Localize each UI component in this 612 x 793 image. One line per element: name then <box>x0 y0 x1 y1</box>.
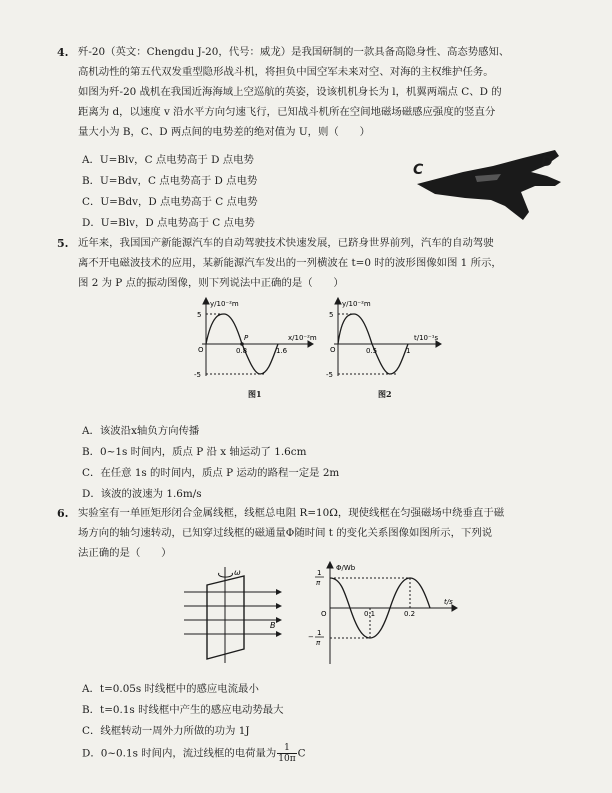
field-arrow-3 <box>276 617 282 623</box>
q6-line-1: 实验室有一单匝矩形闭合金属线框，线框总电阻 R=10Ω，现使线框在匀强磁场中绕垂直于磁 <box>78 507 505 519</box>
q6-option-a: A．t=0.05s 时线框中的感应电流最小 <box>82 683 259 695</box>
q5-line-2: 离不开电磁波技术的应用，某新能源汽车发出的一列横波在 t=0 时的波形图像如图 1 所示， <box>78 257 502 269</box>
flux-tick-neg-num: 1 <box>317 629 322 637</box>
field-arrow-4 <box>276 631 282 637</box>
q4-option-a: A．U=Blv，C 点电势高于 D 点电势 <box>82 154 254 166</box>
flux-tick-den: π <box>316 579 321 587</box>
field-b-label: B <box>270 621 276 630</box>
q6-number: 6. <box>57 507 69 520</box>
q6-option-d-suffix: C <box>297 747 306 760</box>
flux-tick-neg-den: π <box>316 639 321 647</box>
q5-figure-2-vibration <box>322 296 447 386</box>
q6-option-d-fraction <box>277 743 296 764</box>
q5-figure-2-caption: 图2 <box>378 389 392 399</box>
fig1-tick-y-neg: -5 <box>194 371 201 379</box>
flux-tick-x2: 0.2 <box>404 610 416 618</box>
q5-number: 5. <box>57 237 69 250</box>
fig2-xlabel: t/10⁻¹s <box>414 334 439 342</box>
flux-tick-neg-sign: − <box>308 633 314 641</box>
point-c-label: C <box>413 162 424 178</box>
q4-line-4: 距离为 d，以速度 v 沿水平方向匀速飞行，已知战斗机所在空间地磁场磁感应强度的竖直分 <box>78 106 496 118</box>
q5-line-3: 图 2 为 P 点的振动图像，则下列说法中正确的是（ ） <box>78 277 344 289</box>
field-arrow-1 <box>276 589 282 595</box>
point-d-label: D <box>541 154 553 170</box>
q5-option-d: D．该波的波速为 1.6m/s <box>82 488 202 500</box>
flux-xlabel: t/s <box>444 598 453 606</box>
flux-y-arrow <box>327 562 333 568</box>
fig2-tick-y-pos: 5 <box>329 311 334 319</box>
flux-tick-x1: 0.1 <box>364 610 376 618</box>
fig1-y-arrow <box>203 298 209 304</box>
q6-rotating-frame-figure <box>178 565 294 665</box>
q6-option-d-denominator: 10π <box>278 754 296 764</box>
q5-line-1: 近年来，我国国产新能源汽车的自动驾驶技术快速发展，已跻身世界前列，汽车的自动驾驶 <box>78 237 494 249</box>
q4-line-3: 如图为歼-20 战机在我国近海海域上空巡航的英姿，设该机机身长为 l，机翼两端点 C、D 的 <box>78 86 502 98</box>
q6-option-d-prefix: D．0~0.1s 时间内，流过线框的电荷量为 <box>82 747 277 760</box>
fig1-xlabel: x/10⁻²m <box>288 334 317 342</box>
q6-option-d-numerator: 1 <box>277 743 296 754</box>
q6-line-3: 法正确的是（ ） <box>78 547 172 559</box>
q5-figure-1-wave <box>190 296 320 386</box>
q4-line-5: 量大小为 B，C、D 两点间的电势差的绝对值为 U，则（ ） <box>78 126 370 138</box>
q4-number: 4. <box>57 46 69 59</box>
field-arrow-2 <box>276 603 282 609</box>
q6-line-2: 场方向的轴匀速转动，已知穿过线框的磁通量Φ随时间 t 的变化关系图像如图所示，下列说 <box>78 527 493 539</box>
q5-figure-1-caption: 图1 <box>248 389 262 399</box>
fig2-y-arrow <box>335 298 341 304</box>
q6-option-c: C．线框转动一周外力所做的功为 1J <box>82 725 250 737</box>
flux-tick-num: 1 <box>317 569 322 577</box>
fig2-tick-x2: 1 <box>406 347 411 355</box>
fig1-ylabel: y/10⁻²m <box>210 300 239 308</box>
fig2-ylabel: y/10⁻²m <box>342 300 371 308</box>
flux-x-arrow <box>452 605 457 611</box>
fig2-tick-x1: 0.5 <box>366 347 378 355</box>
fig1-tick-x1: 0.8 <box>236 347 248 355</box>
fig1-tick-x2: 1.6 <box>276 347 288 355</box>
q4-option-b: B．U=Bdv，C 点电势高于 D 点电势 <box>82 175 258 187</box>
q4-option-c: C．U=Bdv，D 点电势高于 C 点电势 <box>82 196 258 208</box>
fig2-origin: O <box>330 346 336 354</box>
fighter-jet-illustration <box>405 142 570 228</box>
flux-origin: O <box>321 610 327 618</box>
jet-body <box>417 150 561 220</box>
q5-option-c: C．在任意 1s 的时间内，质点 P 运动的路程一定是 2m <box>82 467 340 479</box>
q4-line-1: 歼-20（英文：Chengdu J-20，代号：威龙）是我国研制的一款具备高隐身性、高态势感知、 <box>78 46 510 58</box>
q6-flux-graph <box>306 560 466 670</box>
q4-option-d: D．U=Blv，D 点电势高于 C 点电势 <box>82 217 255 229</box>
fig1-point-p <box>240 342 244 346</box>
q6-option-b: B．t=0.1s 时线框中产生的感应电动势最大 <box>82 704 284 716</box>
q5-option-b: B．0~1s 时间内，质点 P 沿 x 轴运动了 1.6cm <box>82 446 307 458</box>
fig1-origin: O <box>198 346 204 354</box>
flux-ylabel: Φ/Wb <box>336 564 356 572</box>
fig1-tick-y-pos: 5 <box>197 311 202 319</box>
q6-option-d <box>82 743 306 764</box>
omega-label: ω <box>234 568 241 577</box>
fig1-p-label: P <box>244 334 249 342</box>
q4-line-2: 高机动性的第五代双发重型隐形战斗机，将担负中国空军未来对空、对海的主权维护任务。 <box>78 66 494 78</box>
fig2-tick-y-neg: -5 <box>326 371 333 379</box>
q5-option-a: A．该波沿x轴负方向传播 <box>82 425 200 437</box>
